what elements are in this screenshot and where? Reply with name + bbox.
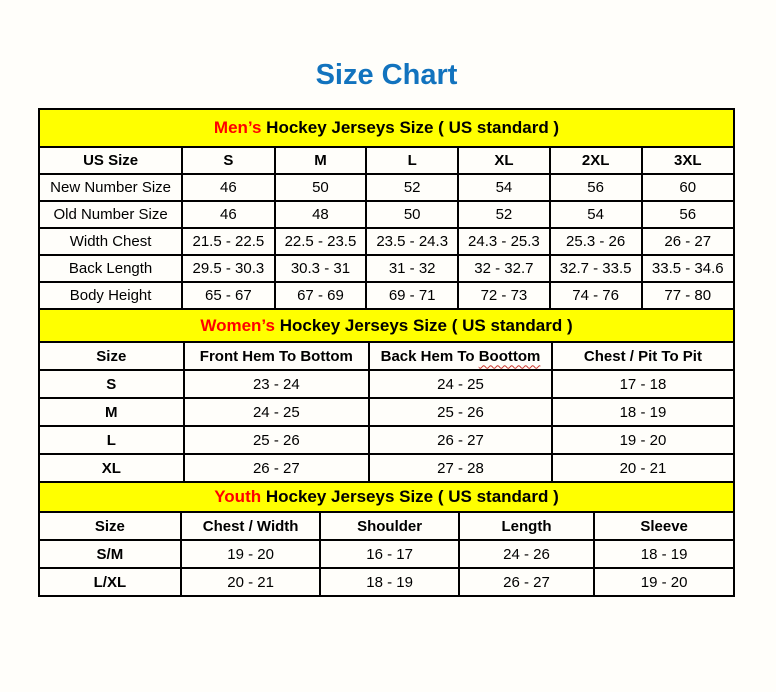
youth-header-cell: Length — [459, 512, 595, 540]
youth-row-label: L/XL — [39, 568, 181, 596]
mens-value-cell: 24.3 - 25.3 — [458, 228, 550, 255]
mens-value-cell: 69 - 71 — [366, 282, 458, 309]
size-chart-content — [38, 0, 735, 597]
mens-value-cell: 48 — [275, 201, 367, 228]
womens-header-row — [39, 342, 734, 370]
section-mens — [38, 108, 735, 310]
youth-size-table — [38, 511, 735, 597]
youth-header-cell: Shoulder — [320, 512, 458, 540]
youth-header-cell: Sleeve — [594, 512, 734, 540]
size-chart-sections — [38, 108, 735, 597]
mens-value-cell: 56 — [642, 201, 734, 228]
mens-header-cell: M — [275, 147, 367, 174]
womens-band-highlight: Women’s — [200, 316, 275, 335]
mens-value-cell: 46 — [182, 174, 274, 201]
youth-value-cell: 24 - 26 — [459, 540, 595, 568]
womens-row-label: S — [39, 370, 184, 398]
womens-value-cell: 23 - 24 — [184, 370, 370, 398]
mens-row-label: Back Length — [39, 255, 182, 282]
womens-header-cell: Front Hem To Bottom — [184, 342, 370, 370]
table-row — [39, 282, 734, 309]
youth-header-row — [39, 512, 734, 540]
mens-value-cell: 32 - 32.7 — [458, 255, 550, 282]
mens-value-cell: 30.3 - 31 — [275, 255, 367, 282]
youth-value-cell: 20 - 21 — [181, 568, 321, 596]
mens-row-label: Body Height — [39, 282, 182, 309]
womens-value-cell: 24 - 25 — [369, 370, 552, 398]
youth-header-cell: Chest / Width — [181, 512, 321, 540]
page-title: Size Chart — [315, 59, 458, 91]
youth-value-cell: 26 - 27 — [459, 568, 595, 596]
youth-value-cell: 16 - 17 — [320, 540, 458, 568]
mens-header-cell: L — [366, 147, 458, 174]
mens-value-cell: 29.5 - 30.3 — [182, 255, 274, 282]
table-row — [39, 201, 734, 228]
mens-value-cell: 50 — [275, 174, 367, 201]
womens-size-table — [38, 341, 735, 483]
mens-value-cell: 74 - 76 — [550, 282, 642, 309]
womens-value-cell: 24 - 25 — [184, 398, 370, 426]
table-row — [39, 454, 734, 482]
mens-value-cell: 31 - 32 — [366, 255, 458, 282]
mens-header-cell: 3XL — [642, 147, 734, 174]
section-youth — [38, 481, 735, 597]
mens-value-cell: 21.5 - 22.5 — [182, 228, 274, 255]
mens-value-cell: 72 - 73 — [458, 282, 550, 309]
womens-value-cell: 26 - 27 — [184, 454, 370, 482]
womens-value-cell: 19 - 20 — [552, 426, 734, 454]
womens-header-cell: Chest / Pit To Pit — [552, 342, 734, 370]
mens-value-cell: 52 — [458, 201, 550, 228]
youth-value-cell: 18 - 19 — [594, 540, 734, 568]
mens-row-label: Width Chest — [39, 228, 182, 255]
youth-row-label: S/M — [39, 540, 181, 568]
table-row — [39, 370, 734, 398]
mens-value-cell: 22.5 - 23.5 — [275, 228, 367, 255]
table-row — [39, 174, 734, 201]
womens-band-title: Women’s Hockey Jerseys Size ( US standard ) — [38, 308, 735, 343]
mens-size-table — [38, 146, 735, 310]
mens-value-cell: 32.7 - 33.5 — [550, 255, 642, 282]
misspelled-word: Boottom — [478, 347, 541, 365]
mens-row-label: New Number Size — [39, 174, 182, 201]
youth-value-cell: 18 - 19 — [320, 568, 458, 596]
youth-value-cell: 19 - 20 — [181, 540, 321, 568]
womens-value-cell: 25 - 26 — [369, 398, 552, 426]
table-row — [39, 255, 734, 282]
womens-row-label: L — [39, 426, 184, 454]
youth-header-cell: Size — [39, 512, 181, 540]
womens-value-cell: 27 - 28 — [369, 454, 552, 482]
mens-value-cell: 77 - 80 — [642, 282, 734, 309]
table-row — [39, 426, 734, 454]
mens-value-cell: 54 — [458, 174, 550, 201]
mens-value-cell: 65 - 67 — [182, 282, 274, 309]
womens-value-cell: 26 - 27 — [369, 426, 552, 454]
mens-value-cell: 67 - 69 — [275, 282, 367, 309]
table-row — [39, 568, 734, 596]
mens-value-cell: 26 - 27 — [642, 228, 734, 255]
mens-header-cell: US Size — [39, 147, 182, 174]
mens-value-cell: 50 — [366, 201, 458, 228]
mens-band-highlight: Men’s — [213, 118, 262, 137]
youth-band-highlight: Youth — [214, 487, 262, 506]
womens-value-cell: 25 - 26 — [184, 426, 370, 454]
womens-value-cell: 18 - 19 — [552, 398, 734, 426]
mens-value-cell: 52 — [366, 174, 458, 201]
womens-row-label: M — [39, 398, 184, 426]
mens-value-cell: 56 — [550, 174, 642, 201]
mens-row-label: Old Number Size — [39, 201, 182, 228]
table-row — [39, 540, 734, 568]
mens-value-cell: 60 — [642, 174, 734, 201]
section-womens — [38, 308, 735, 483]
mens-header-row — [39, 147, 734, 174]
womens-value-cell: 17 - 18 — [552, 370, 734, 398]
womens-row-label: XL — [39, 454, 184, 482]
womens-header-cell: Back Hem To Boottom — [369, 342, 552, 370]
youth-value-cell: 19 - 20 — [594, 568, 734, 596]
mens-band-title: Men’s Hockey Jerseys Size ( US standard ) — [38, 108, 735, 148]
mens-value-cell: 25.3 - 26 — [550, 228, 642, 255]
mens-header-cell: S — [182, 147, 274, 174]
mens-value-cell: 23.5 - 24.3 — [366, 228, 458, 255]
table-row — [39, 228, 734, 255]
womens-header-cell: Size — [39, 342, 184, 370]
mens-value-cell: 54 — [550, 201, 642, 228]
mens-header-cell: 2XL — [550, 147, 642, 174]
mens-value-cell: 46 — [182, 201, 274, 228]
womens-value-cell: 20 - 21 — [552, 454, 734, 482]
youth-band-title: Youth Hockey Jerseys Size ( US standard ) — [38, 481, 735, 513]
mens-value-cell: 33.5 - 34.6 — [642, 255, 734, 282]
table-row — [39, 398, 734, 426]
mens-header-cell: XL — [458, 147, 550, 174]
